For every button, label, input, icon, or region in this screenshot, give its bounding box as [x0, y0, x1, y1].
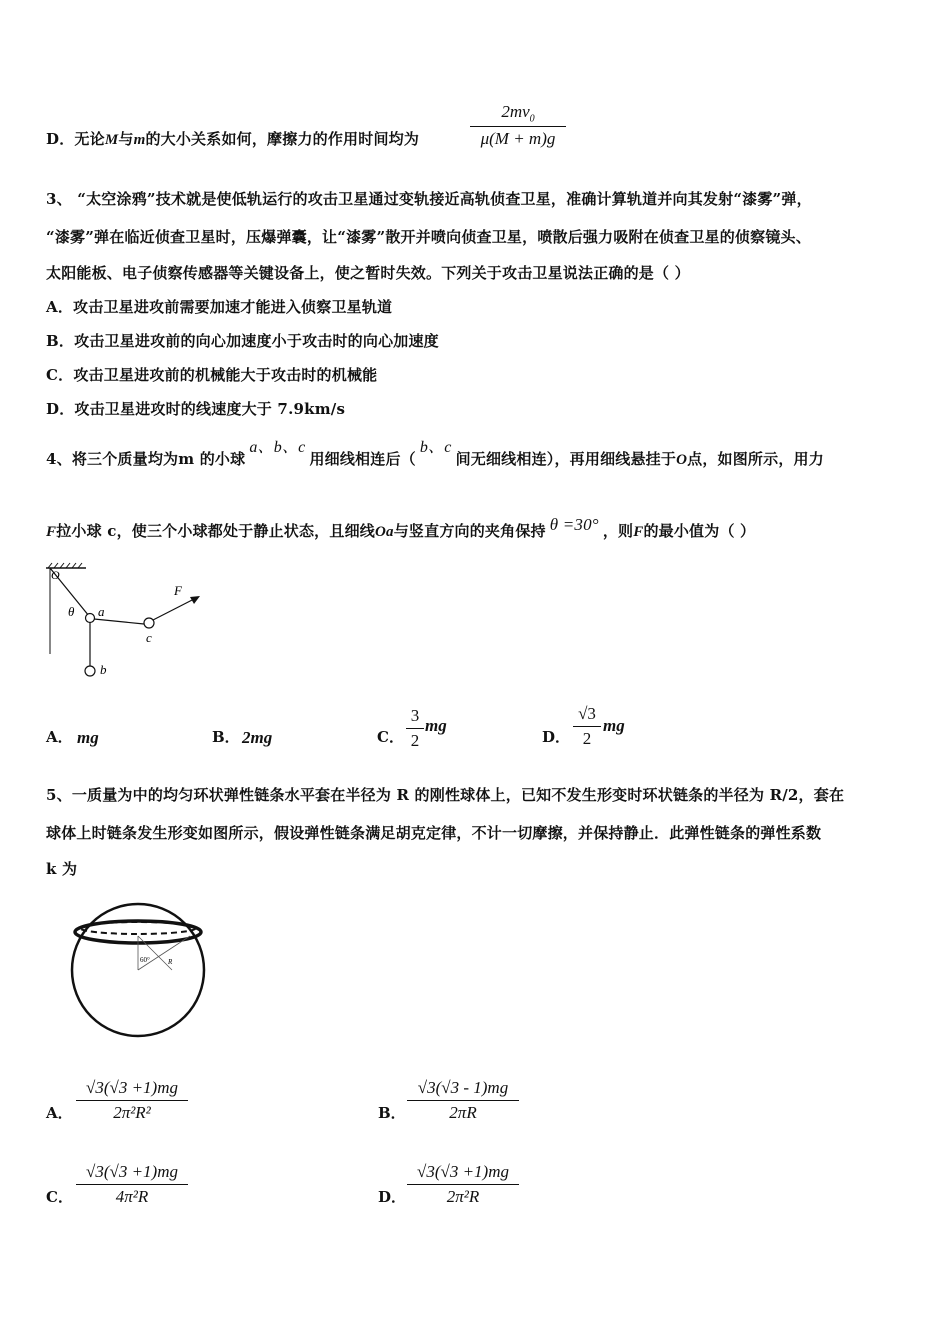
q4-option-c-tail: mg — [425, 716, 447, 735]
q5-option-b-fraction: $\frac{√3(√3 - 1)mg}{2\pi R}$ — [407, 1078, 519, 1123]
q4-option-b-label: B． — [212, 728, 240, 746]
q4-option-d-label: D． — [542, 728, 571, 746]
q3-option-a: A．攻击卫星进攻前需要加速才能进入侦察卫星轨道 — [46, 298, 393, 316]
ball-b — [85, 666, 95, 676]
q5-sphere-figure — [60, 892, 215, 1047]
q4-option-a-value: mg — [77, 728, 99, 747]
q4-option-a-label: A． — [46, 728, 73, 746]
q5-option-c-label: C． — [46, 1188, 73, 1206]
label-b: b — [100, 662, 107, 677]
angle-label: 60° — [140, 956, 150, 964]
q4-stem-line2: F拉小球 c，使三个小球都处于静止状态，且细线Oa与竖直方向的夹角保持 θ =30° ，则F的最小值为（ ） — [46, 515, 756, 540]
ball-a — [86, 614, 95, 623]
label-o: O — [51, 568, 60, 582]
q3-option-c: C．攻击卫星进攻前的机械能大于攻击时的机械能 — [46, 366, 378, 384]
label-f: F — [174, 583, 182, 598]
ball-c — [144, 618, 154, 628]
q4-option-d-tail: mg — [603, 716, 625, 735]
q2-option-d: D．无论M与m的大小关系如何，摩擦力的作用时间均为 — [46, 130, 420, 148]
q5-stem-line1: 5、一质量为中的均匀环状弹性链条水平套在半径为 R 的刚性球体上，已知不发生形变时环状链条的半径为 R/2，套在 — [46, 786, 845, 804]
label-a: a — [98, 604, 105, 619]
q4-ball-figure — [40, 560, 220, 690]
q5-option-c-fraction: $\frac{√3(√3 +1)mg}{\text{4π²R}}$ — [76, 1162, 188, 1207]
q3-option-d: D．攻击卫星进攻时的线速度大于 7.9km/s — [46, 400, 346, 418]
q5-option-a-label: A． — [46, 1104, 73, 1122]
q4-option-c-label: C． — [377, 728, 404, 746]
q4-option-c-fraction: $\frac{3}{2}$ — [406, 706, 424, 751]
q5-option-d-label: D． — [378, 1188, 407, 1206]
q3-stem-line3: 太阳能板、电子侦察传感器等关键设备上，使之暂时失效。下列关于攻击卫星说法正确的是（ ） — [46, 264, 690, 282]
q2-time-fraction: $\frac{2mv_0}{\mu(M + m)g}$ — [470, 102, 566, 149]
q5-stem-line3: k 为 — [46, 860, 78, 878]
label-theta: θ — [68, 604, 75, 619]
force-arrow — [153, 597, 198, 620]
q5-option-b-label: B． — [378, 1104, 406, 1122]
string-ac — [94, 619, 144, 624]
q3-stem-line1: 3、 “太空涂鸦”技术就是使低轨运行的攻击卫星通过变轨接近高轨侦查卫星，准确计算轨道并向其发射“漆雾”弹， — [46, 190, 812, 208]
radius-label: R — [168, 958, 173, 966]
q4-option-b-value: 2mg — [242, 728, 273, 747]
q5-option-d-fraction: $\frac{√3(√3 +1)mg}{\text{2π²R}}$ — [407, 1162, 519, 1207]
q5-option-a-fraction: $\frac{√3(√3 +1)mg}{\text{2π²R²}}$ — [76, 1078, 188, 1123]
q5-stem-line2: 球体上时链条发生形变如图所示，假设弹性链条满足胡克定律，不计一切摩擦，并保持静止．此弹性链条的弹性系数 — [46, 824, 822, 842]
q4-option-d-fraction: $\frac{√3}{2}$ — [573, 704, 601, 749]
q4-stem-line1: 4、将三个质量均为m 的小球a、b、c用细线相连后（b、c间无细线相连），再用细线悬挂于O点，如图所示，用力 — [46, 439, 824, 468]
q3-stem-line2: “漆雾”弹在临近侦查卫星时，压爆弹囊，让“漆雾”散开并喷向侦查卫星，喷散后强力吸附在侦查卫星的侦察镜头、 — [46, 228, 811, 246]
label-c: c — [146, 630, 152, 645]
q3-option-b: B．攻击卫星进攻前的向心加速度小于攻击时的向心加速度 — [46, 332, 439, 350]
